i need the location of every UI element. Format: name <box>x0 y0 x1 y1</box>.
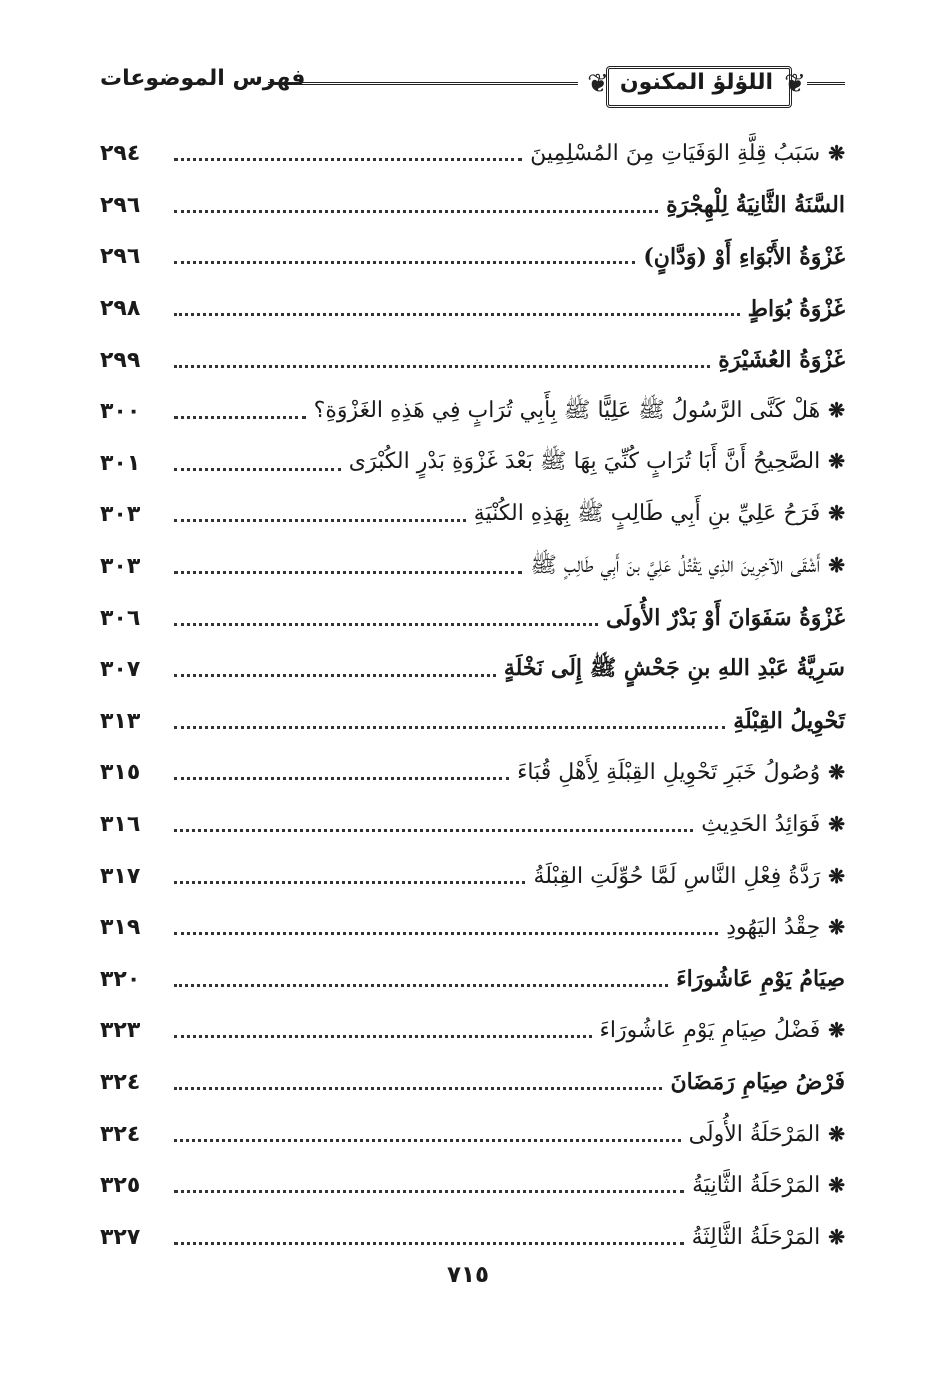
toc-entry-text: فَضْلُ صِيَامِ يَوْمِ عَاشُورَاءَ <box>599 1018 821 1044</box>
toc-entry-title <box>513 760 845 785</box>
toc-entry-title <box>662 192 845 218</box>
toc-entry-page: ٣٢٤ <box>100 1121 141 1147</box>
asterisk-marker-icon: ❋ <box>828 449 845 474</box>
toc-entry-text: غَزْوَةُ العُشَيْرَةِ <box>718 347 845 374</box>
toc-entry-page: ٣١٧ <box>100 863 141 889</box>
dot-leader <box>174 210 658 213</box>
dot-leader <box>174 519 466 522</box>
toc-entry-page: ٢٩٨ <box>100 296 141 322</box>
toc-entry <box>100 954 845 1006</box>
toc-entry-page: ٣٠١ <box>100 450 141 476</box>
toc-entry-title <box>722 915 845 940</box>
toc-entry-title <box>744 296 845 322</box>
toc-entry <box>100 850 845 902</box>
toc-entry-title <box>526 141 845 166</box>
toc-entry <box>100 180 845 232</box>
toc-entry-page: ٢٩٤ <box>100 141 141 167</box>
toc-entry-title <box>526 551 845 583</box>
toc-entry-page: ٣٠٣ <box>100 502 141 528</box>
floral-ornament-icon: ❦ <box>587 69 609 99</box>
toc-entry <box>100 489 845 541</box>
running-header <box>100 52 845 116</box>
toc-entry-title <box>470 499 845 531</box>
toc-entry-page: ٣٢٠ <box>100 966 141 992</box>
dot-leader <box>174 726 725 729</box>
dot-leader <box>174 1035 592 1038</box>
asterisk-marker-icon: ❋ <box>828 915 845 940</box>
toc-entry-page: ٢٩٩ <box>100 347 141 373</box>
toc-entry-text: هَلْ كَنَّى الرَّسُولُ ﷺ عَلِيًّا ﷺ بِأَبِي تُرَابٍ فِي هَذِهِ الغَزْوَةِ؟ <box>313 397 821 423</box>
toc-entry-page: ٣٢٥ <box>100 1173 141 1199</box>
toc-entry-text: رَدَّةُ فِعْلِ النَّاسِ لَمَّا حُوِّلَتِ القِبْلَةُ <box>533 863 821 889</box>
toc-entry <box>100 747 845 799</box>
floral-ornament-icon: ❦ <box>784 69 806 99</box>
toc-entry-text: فَوَائِدُ الحَدِيثِ <box>701 812 821 838</box>
toc-entry-text: سَبَبُ قِلَّةِ الوَفَيَاتِ مِنَ المُسْلِمِينَ <box>530 141 821 167</box>
toc-entry-page: ٣١٥ <box>100 760 141 786</box>
toc-entry-title <box>685 1122 845 1147</box>
toc-entry-page: ٣٠٧ <box>100 657 141 683</box>
toc-entry-text: فَرَحُ عَلِيِّ بنِ أَبِي طَالِبٍ ﷺ بِهَذِهِ الكُنْيَةِ <box>473 500 821 526</box>
asterisk-marker-icon: ❋ <box>828 1121 845 1146</box>
dot-leader <box>174 777 509 780</box>
toc-entry-title <box>688 1225 845 1250</box>
asterisk-marker-icon: ❋ <box>828 500 845 525</box>
toc-entry-title <box>310 396 845 428</box>
asterisk-marker-icon: ❋ <box>828 1173 845 1198</box>
table-of-contents <box>100 128 845 1263</box>
toc-entry-text: فَرْضُ صِيَامِ رَمَضَانَ <box>670 1069 845 1096</box>
toc-entry-text: صِيَامُ يَوْمِ عَاشُورَاءَ <box>676 966 845 993</box>
toc-entry-text: السَّنَةُ الثَّانِيَةُ لِلْهِجْرَةِ <box>666 192 845 219</box>
toc-entry <box>100 902 845 954</box>
toc-entry-text: غَزْوَةُ الأَبْوَاءِ أَوْ (وَدَّانٍ) <box>643 243 845 270</box>
asterisk-marker-icon: ❋ <box>828 863 845 888</box>
toc-entry-title <box>688 1173 845 1198</box>
dot-leader <box>174 571 522 574</box>
header-rule-right <box>807 82 845 85</box>
toc-entry <box>100 231 845 283</box>
dot-leader <box>174 158 522 161</box>
dot-leader <box>174 261 635 264</box>
toc-entry <box>100 541 845 593</box>
toc-entry-page: ٣٠٣ <box>100 554 141 580</box>
asterisk-marker-icon: ❋ <box>828 397 845 422</box>
toc-entry-title <box>697 812 845 837</box>
toc-entry-text: أَشْقَى الآخِرِينَ الذِي يَقْتُلُ عَلِيَّ بنَ أَبِي طَالِبٍ ﷺ <box>530 552 821 578</box>
toc-entry-page: ٣٢٤ <box>100 1069 141 1095</box>
toc-entry <box>100 644 845 696</box>
dot-leader <box>174 881 525 884</box>
toc-entry <box>100 1160 845 1212</box>
toc-entry-page: ٣٢٣ <box>100 1018 141 1044</box>
toc-entry-text: غَزْوَةُ سَفَوَانَ أَوْ بَدْرٌ الأُولَى <box>606 605 845 632</box>
dot-leader <box>174 1242 684 1245</box>
toc-entry-title <box>729 708 845 734</box>
section-title: فهرس الموضوعات <box>100 66 306 91</box>
toc-entry-title <box>596 1018 845 1043</box>
toc-entry-title <box>345 447 845 479</box>
toc-entry-title <box>672 966 845 992</box>
asterisk-marker-icon: ❋ <box>828 552 845 577</box>
dot-leader <box>174 1190 684 1193</box>
asterisk-marker-icon: ❋ <box>828 760 845 785</box>
dot-leader <box>174 932 718 935</box>
dot-leader <box>174 365 710 368</box>
book-title: اللؤلؤ المكنون <box>619 70 774 95</box>
asterisk-marker-icon: ❋ <box>828 141 845 166</box>
dot-leader <box>174 1139 681 1142</box>
toc-entry-page: ٣٠٦ <box>100 605 141 631</box>
toc-entry-text: وُصُولُ خَبَرِ تَحْوِيلِ القِبْلَةِ لِأَهْلِ قُبَاءَ <box>517 760 821 786</box>
dot-leader <box>174 468 341 471</box>
toc-entry-page: ٣١٩ <box>100 915 141 941</box>
book-title-cartouche <box>584 52 809 116</box>
dot-leader <box>174 313 740 316</box>
toc-entry-title <box>500 654 845 686</box>
toc-entry <box>100 128 845 180</box>
dot-leader <box>174 1087 662 1090</box>
asterisk-marker-icon: ❋ <box>828 812 845 837</box>
toc-entry <box>100 1108 845 1160</box>
toc-entry-text: الصَّحِيحُ أَنَّ أَبَا تُرَابٍ كُنِّيَ بِهَا ﷺ بَعْدَ غَزْوَةِ بَدْرٍ الكُبْرَى <box>348 449 821 475</box>
header-rule-left <box>268 82 578 85</box>
toc-entry <box>100 334 845 386</box>
asterisk-marker-icon: ❋ <box>828 1224 845 1249</box>
toc-entry-page: ٣١٦ <box>100 812 141 838</box>
toc-entry <box>100 386 845 438</box>
toc-entry <box>100 1057 845 1109</box>
dot-leader <box>174 623 598 626</box>
toc-entry-page: ٣٠٠ <box>100 399 141 425</box>
toc-entry-page: ٣٢٧ <box>100 1224 141 1250</box>
asterisk-marker-icon: ❋ <box>828 1018 845 1043</box>
dot-leader <box>174 416 306 419</box>
dot-leader <box>174 674 496 677</box>
toc-entry <box>100 283 845 335</box>
toc-entry-text: تَحْوِيلُ القِبْلَةِ <box>733 708 845 735</box>
toc-entry <box>100 438 845 490</box>
toc-entry-text: المَرْحَلَةُ الثَّالِثَةُ <box>691 1224 821 1250</box>
toc-entry-text: المَرْحَلَةُ الأُولَى <box>688 1121 821 1147</box>
toc-entry-title <box>529 864 845 889</box>
toc-entry-title <box>666 1069 845 1095</box>
toc-entry-page: ٣١٣ <box>100 708 141 734</box>
dot-leader <box>174 984 668 987</box>
toc-entry <box>100 1005 845 1057</box>
toc-entry-text: المَرْحَلَةُ الثَّانِيَةُ <box>692 1173 821 1199</box>
page-number: ٧١٥ <box>446 1262 490 1288</box>
toc-entry-text: حِقْدُ اليَهُودِ <box>726 915 821 941</box>
toc-entry-page: ٢٩٦ <box>100 244 141 270</box>
toc-entry-text: سَرِيَّةُ عَبْدِ اللهِ بنِ جَحْشٍ ﷺ إِلَى نَخْلَةٍ <box>503 654 845 681</box>
toc-entry-text: غَزْوَةُ بُوَاطٍ <box>747 295 845 322</box>
toc-entry <box>100 799 845 851</box>
toc-entry <box>100 1211 845 1263</box>
toc-entry <box>100 696 845 748</box>
toc-entry-title <box>602 605 845 631</box>
toc-entry-title <box>639 244 845 270</box>
dot-leader <box>174 829 693 832</box>
toc-entry <box>100 592 845 644</box>
toc-entry-page: ٢٩٦ <box>100 192 141 218</box>
toc-entry-title <box>714 347 845 373</box>
